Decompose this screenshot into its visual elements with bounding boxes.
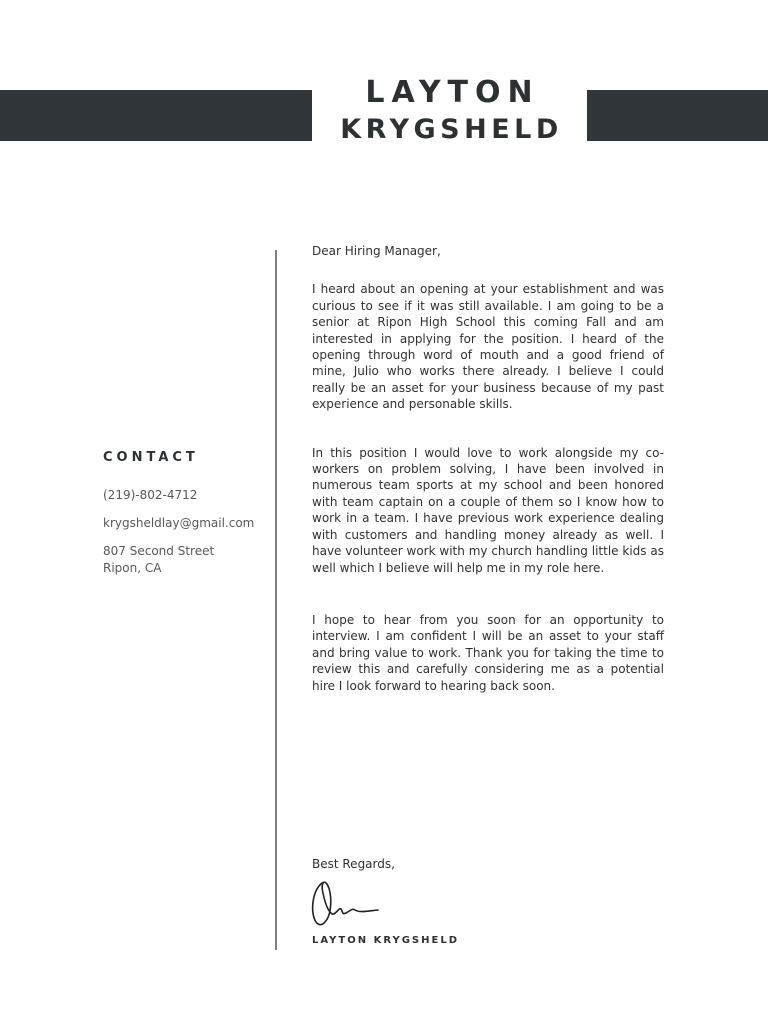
contact-section: [103, 450, 268, 577]
closing: Best Regards,: [312, 857, 395, 871]
header-bar-left: [0, 90, 312, 141]
letter-paragraph: I heard about an opening at your establishment and was curious to see if it was still available. I am going to be a senior at Ripon High School this coming Fall and am interested in applying for the position. I heard of the opening through word of mouth and a good friend of mine, Julio who works there already. I believe I could really be an asset for your business because of my past experience and personable skills.: [312, 282, 664, 412]
signer-name: LAYTON KRYGSHELD: [312, 935, 459, 946]
contact-address-line2: Ripon, CA: [103, 561, 162, 575]
letter-paragraph: In this position I would love to work alongside my co-workers on problem solving, I have been involved in numerous team sports at my school and been honored with team captain on a couple of them so I know how to work in a team. I have previous work experience dealing with customers and handling money already as well. I have volunteer work with my church handling little kids as well which I believe will help me in my role here.: [312, 445, 664, 575]
contact-heading: CONTACT: [103, 450, 199, 465]
letter-paragraph: I hope to hear from you soon for an opportunity to interview. I am confident I will be an asset to your staff and bring value to work. Thank you for taking the time to review this and carefully considering me as a potential hire I look forward to hearing back soon.: [312, 612, 664, 693]
salutation: Dear Hiring Manager,: [312, 244, 441, 258]
first-name: LAYTON: [365, 75, 540, 110]
contact-address-line1: 807 Second Street: [103, 544, 215, 558]
contact-email: krygsheldlay@gmail.com: [103, 516, 255, 530]
contact-phone: (219)-802-4712: [103, 488, 198, 502]
header-bar-right: [587, 90, 768, 141]
vertical-divider: [275, 250, 277, 950]
letter-body: [312, 243, 664, 694]
signature-image: [308, 877, 384, 931]
name-header: [312, 74, 587, 148]
last-name: KRYGSHELD: [340, 114, 563, 145]
